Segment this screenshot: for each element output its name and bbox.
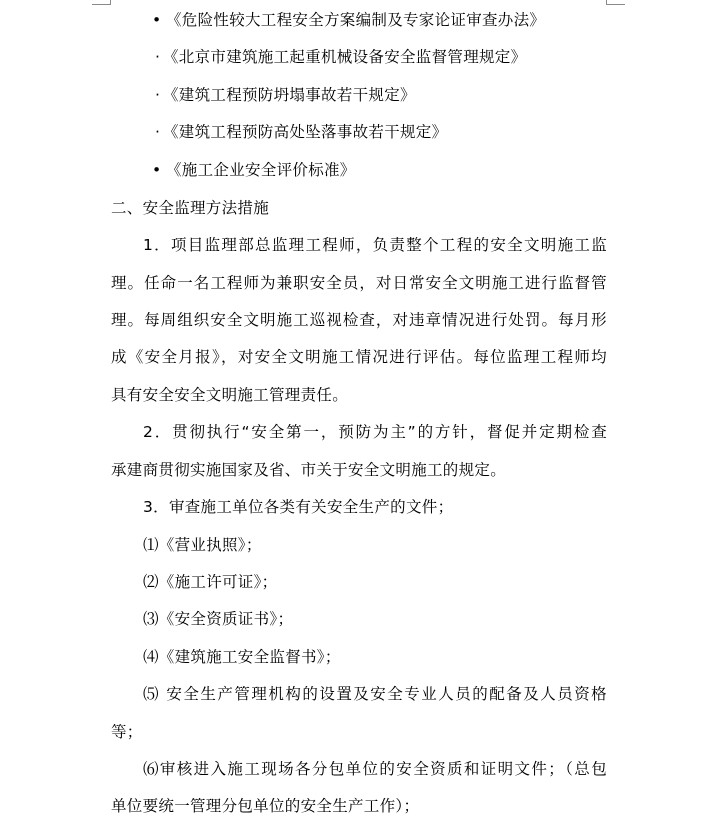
paragraph-line: 单位要统一管理分包单位的安全生产工作）；: [111, 797, 420, 815]
list-item-text: 《建筑工程预防坍塌事故若干规定》: [163, 86, 416, 104]
list-item-text: 《施工企业安全评价标准》: [166, 161, 356, 179]
paragraph-line: ⑸ 安全生产管理机构的设置及安全专业人员的配备及人员资格: [143, 685, 607, 703]
list-item: ⑴《营业执照》；: [143, 536, 262, 554]
list-item: [155, 47, 526, 67]
page-corner-mark-left: [92, 0, 111, 5]
paragraph-line: ⑹审核进入施工现场各分包单位的安全资质和证明文件；（总包: [143, 760, 607, 778]
bullet-icon: ·: [155, 86, 161, 104]
list-item-text: 《建筑工程预防高处坠落事故若干规定》: [163, 123, 448, 141]
paragraph-line: 3．审查施工单位各类有关安全生产的文件；: [143, 498, 454, 516]
list-item: [155, 122, 447, 142]
paragraph-line: 2．贯彻执行“安全第一，预防为主”的方针，督促并定期检查: [143, 423, 607, 441]
bullet-icon: •: [152, 161, 162, 179]
list-item: [152, 10, 545, 30]
list-item: ⑶《安全资质证书》；: [143, 610, 294, 628]
list-item: [155, 85, 416, 105]
list-item: ⑷《建筑施工安全监督书》；: [143, 648, 341, 666]
paragraph-line: 1．项目监理部总监理工程师，负责整个工程的安全文明施工监: [143, 236, 607, 254]
paragraph-line: 承建商贯彻实施国家及省、市关于安全文明施工的规定。: [111, 461, 507, 479]
bullet-icon: ·: [155, 48, 161, 66]
list-item: ⑵《施工许可证》；: [143, 573, 278, 591]
paragraph-line: 等；: [111, 723, 143, 741]
paragraph-line: 具有安全安全文明施工管理责任。: [111, 386, 349, 404]
list-item-text: 《北京市建筑施工起重机械设备安全监督管理规定》: [163, 48, 527, 66]
list-item: [152, 160, 356, 180]
section-heading: 二、安全监理方法措施: [111, 199, 270, 217]
paragraph-line: 理。每周组织安全文明施工巡视检查，对违章情况进行处罚。每月形: [111, 311, 607, 329]
paragraph-line: 理。任命一名工程师为兼职安全员，对日常安全文明施工进行监督管: [111, 274, 607, 292]
page-corner-mark-right: [606, 0, 625, 5]
paragraph-line: 成《安全月报》，对安全文明施工情况进行评估。每位监理工程师均: [111, 348, 607, 366]
list-item-text: 《危险性较大工程安全方案编制及专家论证审查办法》: [166, 11, 546, 29]
bullet-icon: ·: [155, 123, 161, 141]
bullet-icon: •: [152, 11, 162, 29]
